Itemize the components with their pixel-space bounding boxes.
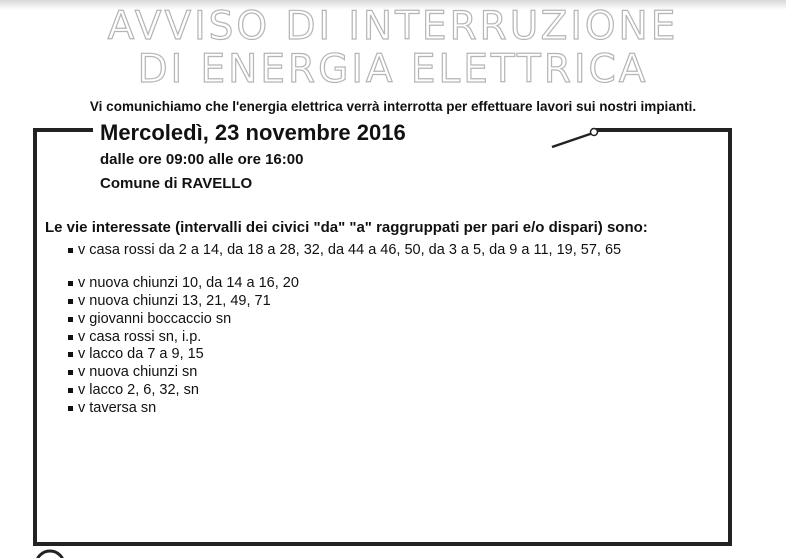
street-item: [68, 329, 201, 345]
street-item: [68, 382, 199, 398]
street-item: [68, 275, 299, 291]
bullet-icon: [68, 406, 73, 411]
street-label: v lacco 2, 6, 32, sn: [78, 382, 199, 398]
street-label: v nuova chiunzi 10, da 14 a 16, 20: [78, 275, 299, 291]
notice-intro: Vi comunichiamo che l'energia elettrica verrà interrotta per effettuare lavori sui nostri impianti.: [89, 99, 697, 114]
bullet-icon: [68, 388, 73, 393]
bullet-icon: [68, 335, 73, 340]
street-label: v taversa sn: [78, 400, 157, 416]
bullet-icon: [68, 299, 73, 304]
street-item: [68, 242, 621, 258]
street-item: [68, 346, 204, 362]
street-label: v nuova chiunzi 13, 21, 49, 71: [78, 293, 271, 309]
street-label: v nuova chiunzi sn: [78, 364, 198, 380]
street-item: [68, 400, 156, 416]
street-item: [68, 293, 271, 309]
bullet-icon: [68, 248, 73, 253]
bullet-icon: [68, 370, 73, 375]
notice-comune: Comune di RAVELLO: [100, 175, 253, 192]
notice-hours: dalle ore 09:00 alle ore 16:00: [100, 151, 304, 168]
street-label: v casa rossi sn, i.p.: [78, 329, 202, 345]
street-item: [68, 364, 197, 380]
street-item: [68, 311, 231, 327]
bullet-icon: [68, 317, 73, 322]
notice-date: Mercoledì, 23 novembre 2016: [100, 120, 406, 145]
street-label: v casa rossi da 2 a 14, da 18 a 28, 32, da 44 a 46, 50, da 3 a 5, da 9 a 11, 19, 57, 65: [78, 242, 622, 258]
notice-title-line2: DI ENERGIA ELETTRICA: [137, 47, 649, 92]
street-label: v lacco da 7 a 9, 15: [78, 346, 204, 362]
bullet-icon: [68, 281, 73, 286]
circle-logo-icon: [34, 548, 74, 558]
street-label: v giovanni boccaccio sn: [78, 311, 232, 327]
notice-title-line1: AVVISO DI INTERRUZIONE: [107, 4, 679, 49]
streets-title: Le vie interessate (intervalli dei civici "da" "a" raggruppati per pari e/o dispari) sono:: [45, 219, 648, 236]
bullet-icon: [68, 352, 73, 357]
